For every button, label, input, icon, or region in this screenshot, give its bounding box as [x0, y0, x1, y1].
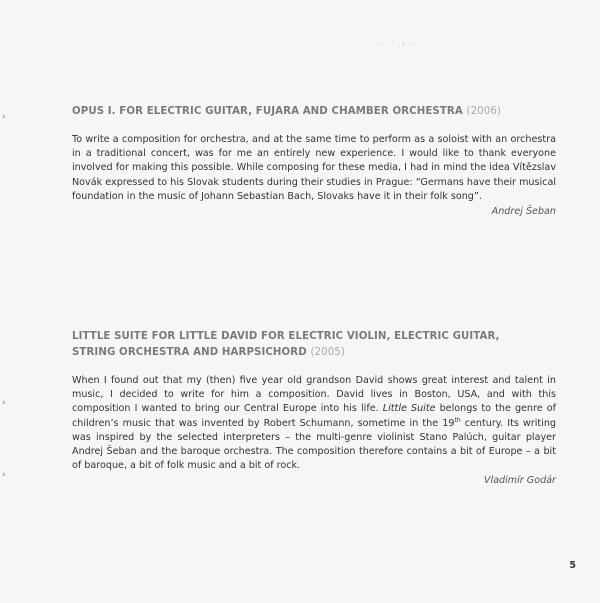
margin-mark: ›: [2, 398, 6, 408]
section-little-suite: [72, 329, 556, 486]
paragraph-text: century. Its writing was inspired by the selected interpreters – the multi-genre violinist Stano Palúch, guitar player Andrej Šeban and the baroque orchestra. The composition therefore contains a bit of Europe – a bit of baroque, a bit of folk music and a bit of rock.: [72, 417, 556, 472]
page-number: 5: [569, 560, 576, 571]
section-title: OPUS I. FOR ELECTRIC GUITAR, FUJARA AND CHAMBER ORCHESTRA: [72, 106, 463, 117]
paragraph-text: When I found out that my (then) five year old grandson David shows great interest and talent in music, I decided to write for him a composition. David lives in Boston, USA, and with this composition I wanted to bring our Central Europe into his life.: [72, 375, 556, 415]
margin-mark: ›: [2, 112, 6, 122]
scan-specks: · ˙ : ·: [380, 40, 418, 48]
section-author: Vladimír Godár: [483, 475, 556, 487]
ordinal-superscript: th: [454, 416, 461, 424]
paragraph-text: belongs to the genre of children’s music that was invented by Robert Schumann, sometime in the 19: [72, 403, 556, 429]
section-title-line2: STRING ORCHESTRA AND HARPSICHORD: [72, 347, 307, 358]
paragraph-italic-title: Little Suite: [382, 403, 436, 415]
section-title-line1: LITTLE SUITE FOR LITTLE DAVID FOR ELECTRIC VIOLIN, ELECTRIC GUITAR,: [72, 331, 500, 342]
section-opus-1: [72, 104, 556, 217]
section-year: (2005): [310, 347, 345, 358]
section-author: Andrej Šeban: [491, 206, 556, 218]
section-paragraph: To write a composition for orchestra, and at the same time to perform as a soloist with an orchestra in a traditional concert, was for me an entirely new experience. I would like to thank everyone involved for making this possible. While composing for these media, I had in mind the idea Vítězslav Novák expressed to his Slovak students during their studies in Prague: “Germans have their musical foundation in the music of Johann Sebastian Bach, Slovaks have it in their folk song”.: [72, 134, 556, 202]
margin-mark: ›: [2, 470, 6, 480]
section-paragraph: [72, 374, 556, 473]
section-heading: [72, 329, 556, 361]
section-heading: [72, 104, 556, 120]
section-year: (2006): [466, 106, 501, 117]
